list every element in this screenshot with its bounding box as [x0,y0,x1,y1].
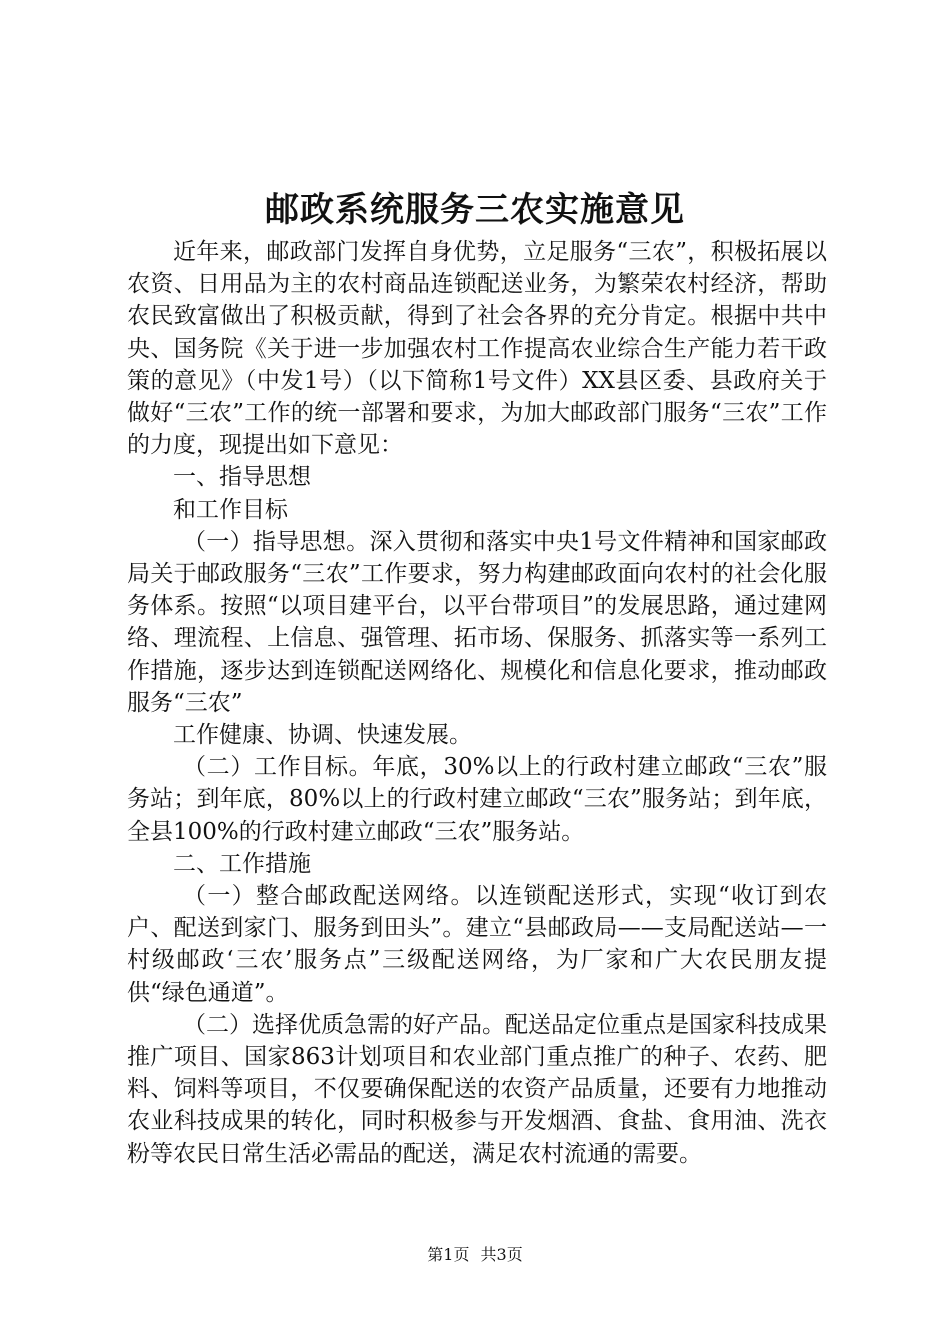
page-footer [0,1245,950,1265]
document-body [127,236,827,1170]
section-heading-1: 一、指导思想 [173,464,311,491]
intro-paragraph: 近年来，邮政部门发挥自身优势，立足服务“三农”，积极拓展以农资、日用品为主的农村商品连锁配送业务，为繁荣农村经济，帮助农民致富做出了积极贡献，得到了社会各界的充分肯定。根据中共中央、国务院《关于进一步加强农村工作提高农业综合生产能力若干政策的意见》（中发1号）（以下简称1号文件）XX县区委、县政府关于做好“三农”工作的统一部署和要求，为加大邮政部门服务“三农”工作的力度，现提出如下意见： [127,239,827,459]
section-heading-1-continued: 和工作目标 [173,496,288,523]
guiding-ideology-paragraph: （一）指导思想。深入贯彻和落实中央1号文件精神和国家邮政局关于邮政服务“三农”工作要求，努力构建邮政面向农村的社会化服务体系。按照“以项目建平台，以平台带项目”的发展思路，通过建网络、理流程、上信息、强管理、拓市场、保服务、抓落实等一系列工作措施，逐步达到连锁配送网络化、规模化和信息化要求，推动邮政服务“三农” [127,528,827,716]
guiding-ideology-continued: 工作健康、协调、快速发展。 [173,722,472,749]
network-integration-paragraph: （一）整合邮政配送网络。以连锁配送形式，实现“收订到农户、配送到家门、服务到田头”。建立“县邮政局——支局配送站—一村级邮政‘三农’服务点”三级配送网络，为厂家和广大农民朋友提供“绿色通道”。 [127,883,827,1006]
page-number: 第1页 [427,1245,470,1264]
product-selection-paragraph: （二）选择优质急需的好产品。配送品定位重点是国家科技成果推广项目、国家863计划项目和农业部门重点推广的种子、农药、肥料、饲料等项目，不仅要确保配送的农资产品质量，还要有力地推动农业科技成果的转化，同时积极参与开发烟酒、食盐、食用油、洗衣粉等农民日常生活必需品的配送，满足农村流通的需要。 [127,1011,827,1167]
work-goal-paragraph: （二）工作目标。年底，30%以上的行政村建立邮政“三农”服务站；到年底，80%以上的行政村建立邮政“三农”服务站；到年底，全县100%的行政村建立邮政“三农”服务站。 [127,754,827,845]
page-total: 共3页 [480,1245,523,1264]
section-heading-2: 二、工作措施 [173,850,311,877]
document-title: 邮政系统服务三农实施意见 [265,190,685,230]
